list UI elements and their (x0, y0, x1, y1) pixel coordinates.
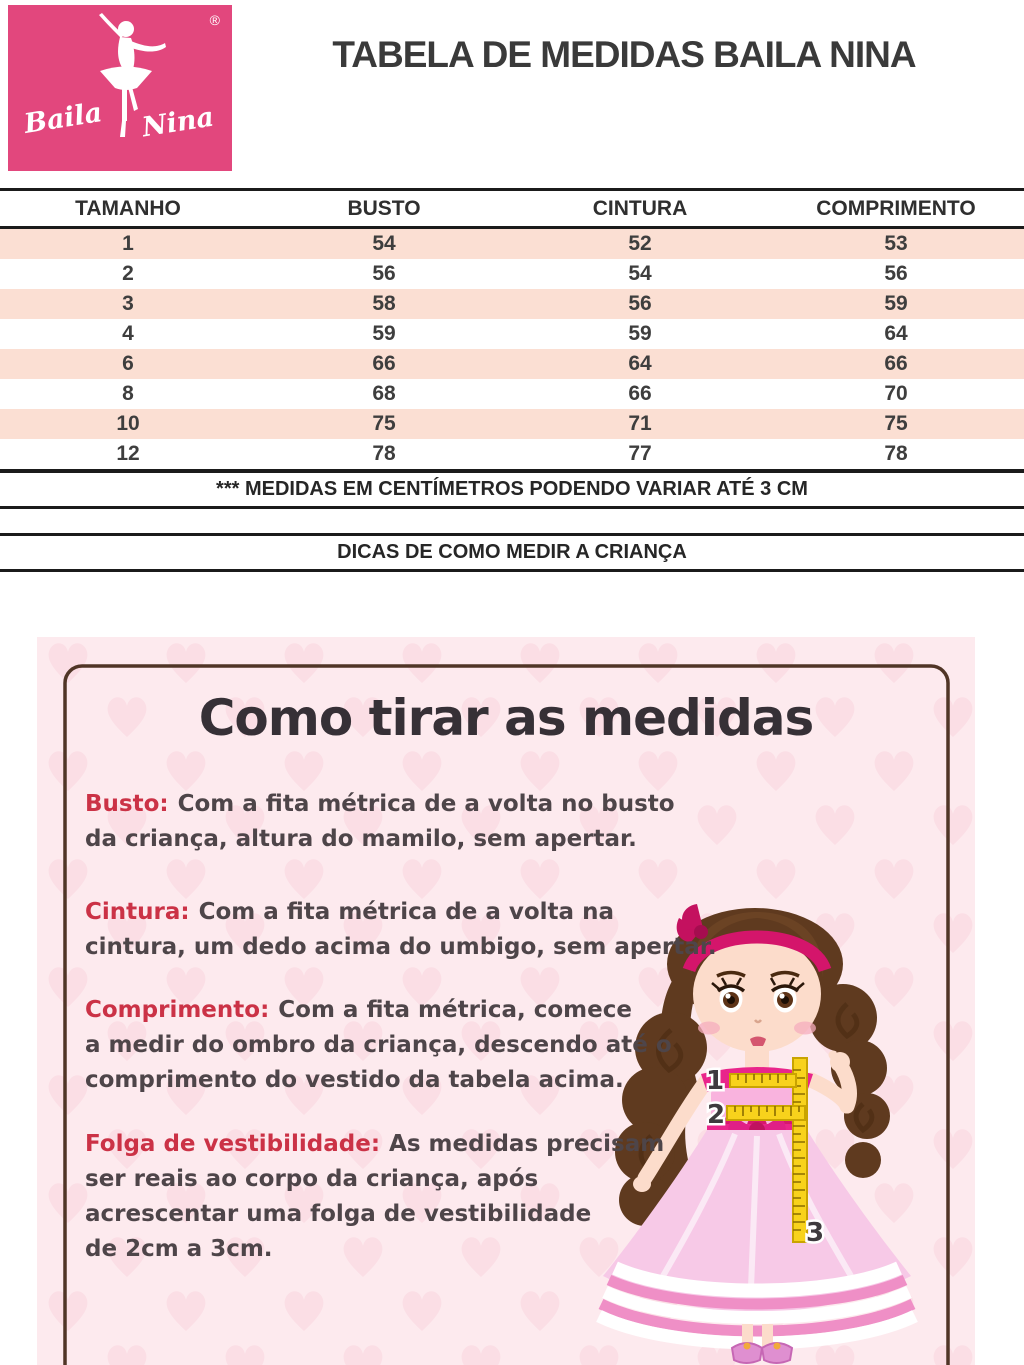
page-title: TABELA DE MEDIDAS BAILA NINA (332, 34, 916, 75)
comprimento-instruction: Comprimento: Com a fita métrica, comece a medir do ombro da criança, descendo até o comprimento do vestido da tabela acima. (85, 997, 672, 1093)
marker-waist: 2 (706, 1100, 726, 1130)
col-tamanho: TAMANHO (0, 190, 256, 228)
marker-bust: 1 (705, 1066, 725, 1096)
size-table-header-row (0, 190, 1024, 228)
folga-instruction: Folga de vestibilidade: As medidas precisam ser reais ao corpo da criança, após acrescentar uma folga de vestibilidade de 2cm a 3cm. (85, 1131, 665, 1262)
brand-logo (8, 5, 232, 171)
measuring-tips-card (37, 637, 975, 1365)
cintura-label: Cintura: (85, 899, 190, 925)
marker-length: 3 (805, 1218, 825, 1248)
table-row: 1 54 52 53 (0, 228, 1024, 260)
busto-instruction: Busto: Com a fita métrica de a volta no busto da criança, altura do mamilo, sem apertar. (85, 791, 675, 852)
col-busto: BUSTO (256, 190, 512, 228)
table-row: 8 68 66 70 (122, 382, 908, 405)
table-row: 2 56 54 56 (122, 262, 908, 285)
table-row: 4 59 59 64 (122, 322, 908, 345)
logo-word-nina: Nina (139, 101, 216, 144)
table-row: 12 78 77 78 (116, 442, 908, 465)
col-cintura: CINTURA (512, 190, 768, 228)
table-row: 10 75 71 75 (0, 409, 1024, 439)
registered-mark: ® (209, 12, 220, 28)
table-row: 3 58 56 59 (0, 289, 1024, 319)
table-row: 6 66 64 66 (0, 349, 1024, 379)
col-comprimento: COMPRIMENTO (768, 190, 1024, 228)
card-title: Como tirar as medidas (198, 689, 814, 747)
tips-heading: DICAS DE COMO MEDIR A CRIANÇA (0, 533, 1024, 572)
busto-label: Busto: (85, 791, 169, 817)
cintura-instruction: Cintura: Com a fita métrica de a volta na cintura, um dedo acima do umbigo, sem apertar. (85, 899, 717, 960)
comprimento-label: Comprimento: (85, 997, 270, 1023)
folga-label: Folga de vestibilidade: (85, 1131, 381, 1157)
units-note: *** MEDIDAS EM CENTÍMETROS PODENDO VARIAR ATÉ 3 CM (0, 470, 1024, 509)
logo-word-baila: Baila (22, 97, 105, 140)
size-table (0, 188, 1024, 472)
